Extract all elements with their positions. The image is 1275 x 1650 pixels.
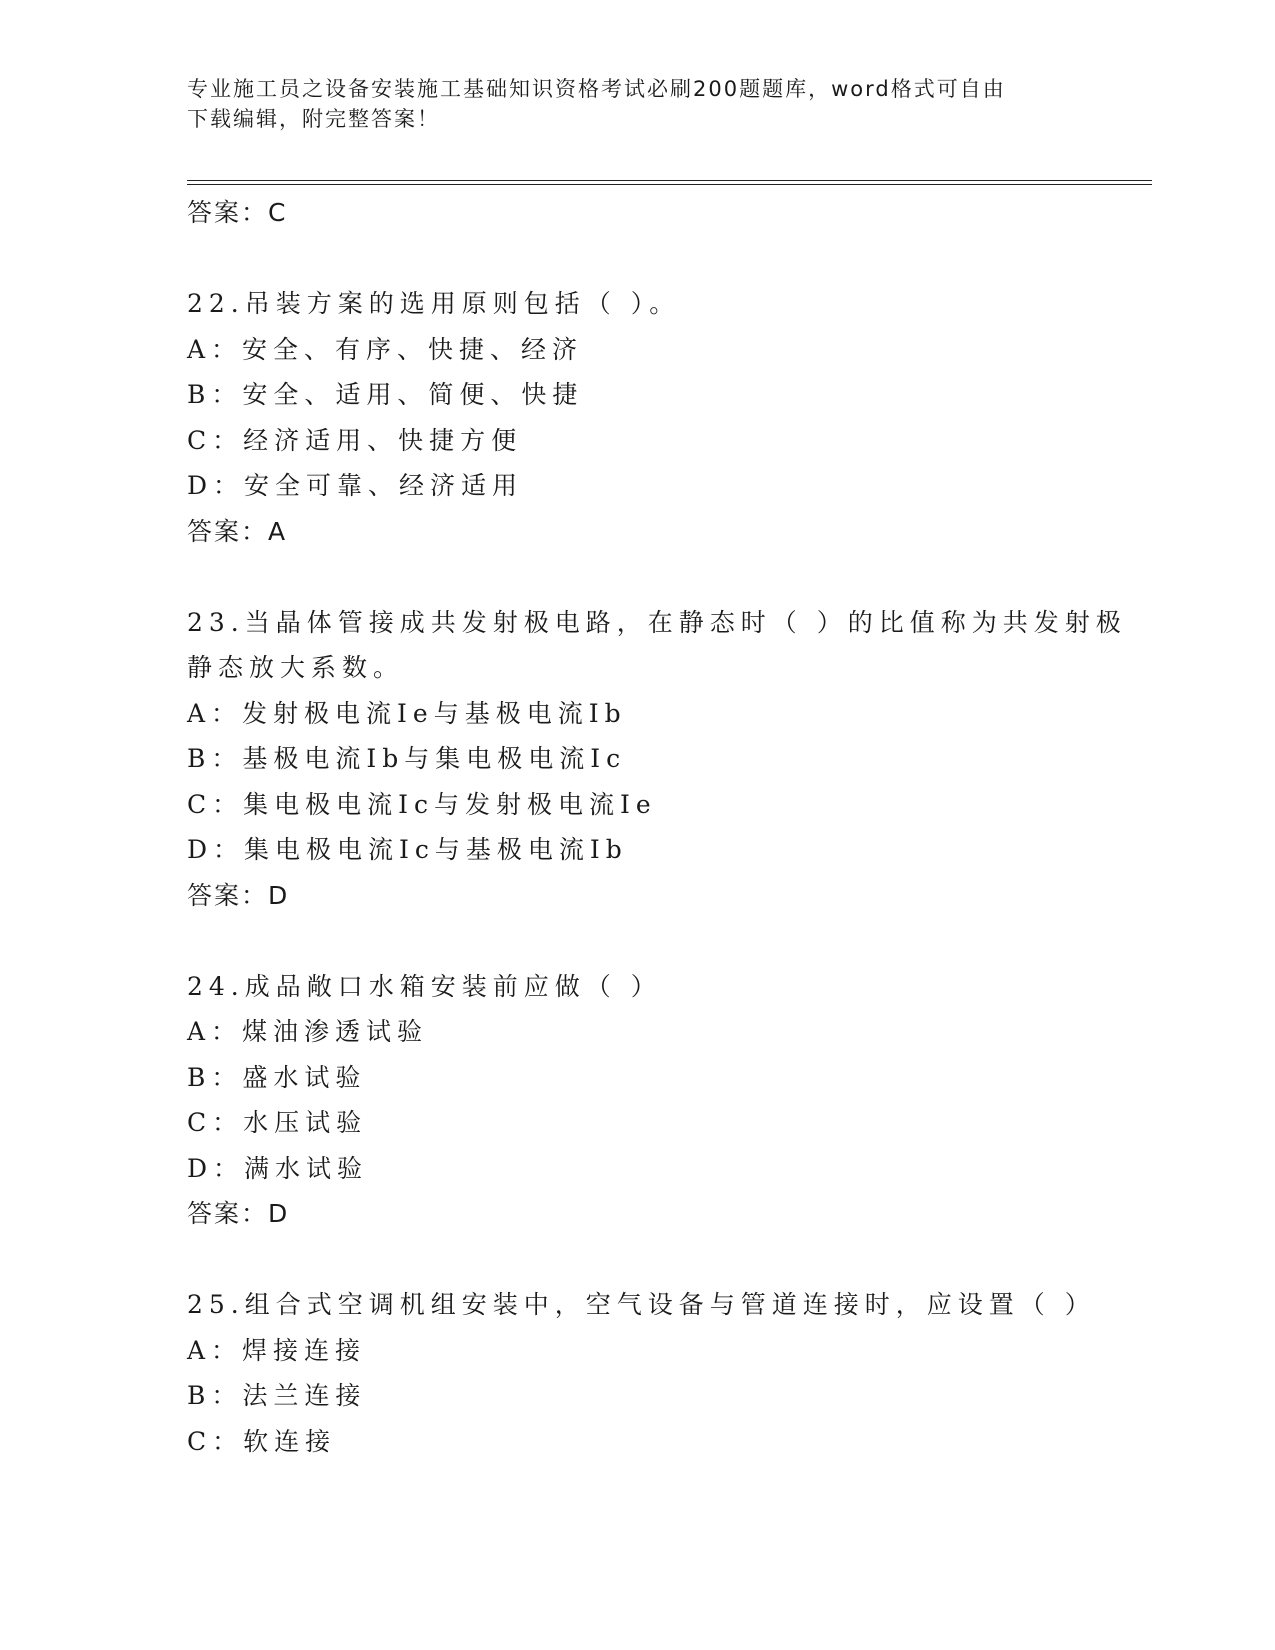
header-divider: [187, 180, 1152, 185]
option-b: B：盛水试验: [187, 1062, 367, 1092]
question-list: [187, 190, 1127, 1464]
previous-answer: 答案：C: [187, 198, 288, 227]
option-a: A：发射极电流Ie与基极电流Ib: [187, 698, 627, 728]
question-24: [187, 964, 1127, 1237]
question-stem: 25.组合式空调机组安装中，空气设备与管道连接时，应设置（ ）: [187, 1290, 1096, 1319]
question-25: [187, 1282, 1127, 1464]
option-d: D：安全可靠、经济适用: [187, 471, 524, 500]
option-b: B：安全、适用、简便、快捷: [187, 380, 584, 409]
option-b: B：法兰连接: [187, 1381, 367, 1410]
header-line-1: 专业施工员之设备安装施工基础知识资格考试必刷200题题库，word格式可自由: [187, 77, 1006, 101]
option-c: C：水压试验: [187, 1108, 368, 1137]
option-c: C：集电极电流Ic与发射极电流Ie: [187, 789, 657, 819]
question-23: [187, 600, 1127, 918]
option-a: A：焊接连接: [187, 1335, 367, 1365]
question-stem: 23.当晶体管接成共发射极电路，在静态时（ ）的比值称为共发射极: [187, 607, 1127, 637]
option-a: A：安全、有序、快捷、经济: [187, 334, 584, 364]
option-c: C：软连接: [187, 1426, 337, 1456]
answer: 答案：A: [187, 516, 288, 546]
header-line-2: 下载编辑，附完整答案！: [187, 107, 440, 131]
option-d: D：满水试验: [187, 1153, 369, 1183]
question-stem: 22.吊装方案的选用原则包括（ ）。: [187, 289, 681, 318]
document-header: [187, 74, 1087, 134]
answer: 答案：D: [187, 1199, 290, 1228]
option-d: D：集电极电流Ic与基极电流Ib: [187, 835, 628, 864]
option-b: B：基极电流Ib与集电极电流Ic: [187, 744, 627, 773]
question-22: [187, 281, 1127, 554]
option-a: A：煤油渗透试验: [187, 1017, 429, 1046]
answer: 答案：D: [187, 880, 290, 910]
option-c: C：经济适用、快捷方便: [187, 425, 523, 455]
question-stem: 24.成品敞口水箱安装前应做（ ）: [187, 971, 662, 1001]
question-stem-continued: 静态放大系数。: [187, 653, 405, 682]
